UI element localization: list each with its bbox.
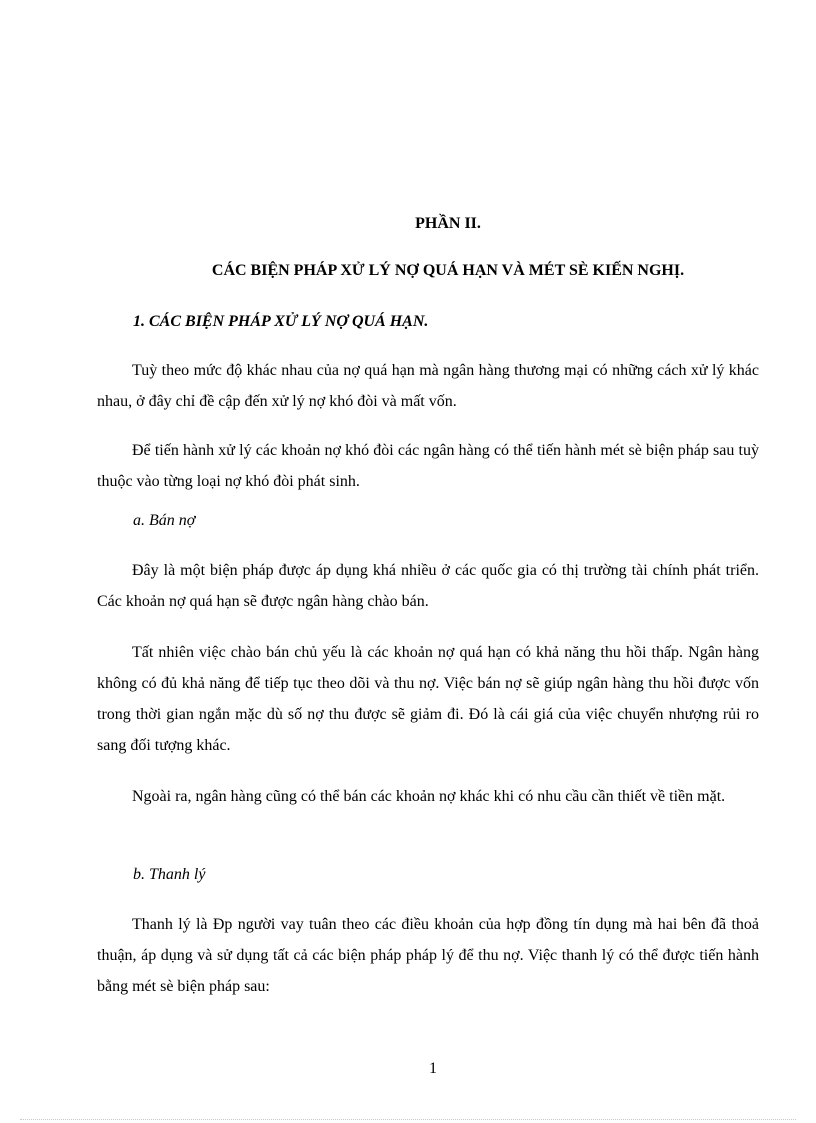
paragraph: Thanh lý là Đp người vay tuân theo các điều khoản của hợp đồng tín dụng mà hai bên đã thoả thuận, áp dụng và sử dụng tất cả các biện pháp pháp lý để thu nợ. Việc thanh lý có thể được tiến hành bằng mét sè biện pháp sau: — [97, 916, 759, 995]
section-title: 1. CÁC BIỆN PHÁP XỬ LÝ NỢ QUÁ HẠN. — [133, 313, 429, 330]
subsection-heading: b. Thanh lý — [133, 866, 206, 883]
subsection-heading: a. Bán nợ — [133, 512, 196, 529]
paragraph: Để tiến hành xử lý các khoản nợ khó đòi các ngân hàng có thể tiến hành mét sè biện pháp sau tuỳ thuộc vào từng loại nợ khó đòi phát sinh. — [97, 442, 759, 490]
page-number: 1 — [429, 1060, 437, 1077]
paragraph: Đây là một biện pháp được áp dụng khá nhiều ở các quốc gia có thị trường tài chính phát triển. Các khoản nợ quá hạn sẽ được ngân hàng chào bán. — [97, 562, 759, 610]
paragraph: Tuỳ theo mức độ khác nhau của nợ quá hạn mà ngân hàng thương mại có những cách xử lý khác nhau, ở đây chỉ đề cập đến xử lý nợ khó đòi và mất vốn. — [97, 362, 759, 410]
paragraph: Ngoài ra, ngân hàng cũng có thể bán các khoản nợ khác khi có nhu cầu cần thiết về tiền mặt. — [132, 788, 726, 805]
page-bottom-divider — [20, 1119, 796, 1120]
part-title: PHẦN II. — [415, 215, 481, 232]
paragraph: Tất nhiên việc chào bán chủ yếu là các khoản nợ quá hạn có khả năng thu hồi thấp. Ngân hàng không có đủ khả năng để tiếp tục theo dõi và thu nợ. Việc bán nợ sẽ giúp ngân hàng thu hồi được vốn trong thời gian ngắn mặc dù số nợ thu được sẽ giảm đi. Đó là cái giá của việc chuyển nhượng rủi ro sang đối tượng khác. — [97, 644, 759, 754]
main-title: CÁC BIỆN PHÁP XỬ LÝ NỢ QUÁ HẠN VÀ MÉT SÈ KIẾN NGHỊ. — [211, 262, 685, 279]
